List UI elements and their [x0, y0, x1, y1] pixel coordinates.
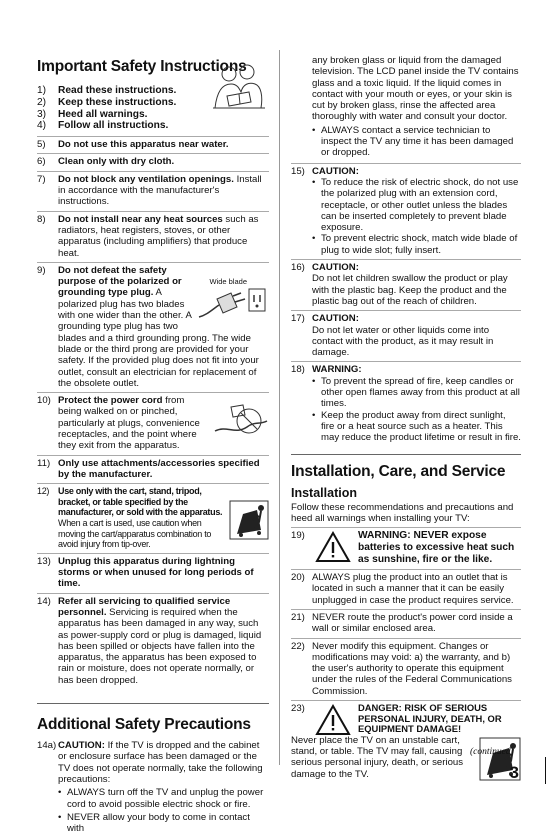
- list-item: 20) ALWAYS plug the product into an outlet that is located in such a manner that it can be easily unplugged in case the product requires service.: [291, 570, 521, 610]
- list-item: 1) Read these instructions.: [37, 85, 177, 96]
- list-item: 13) Unplug this apparatus during lightning storms or when unused for long periods of time.: [37, 554, 269, 594]
- list-item: 2) Keep these instructions.: [37, 96, 177, 108]
- continued-text: any broken glass or liquid from the damaged television. The LCD panel inside the TV contains glass and a toxic liquid. If the liquid comes in contact with your mouth or eyes, or your skin is cut by broken glass, rinse the affected area thoroughly with water and consult your doctor.: [312, 55, 519, 123]
- bullet-item: • Keep the product away from direct sunlight, fire or a heat source such as a heater. This may reduce the product lifetime or result in fire.: [312, 410, 521, 444]
- bullet-item: • To prevent the spread of fire, keep candles or other open flames away from this product at all times.: [312, 376, 521, 410]
- section-heading: Installation, Care, and Service: [291, 454, 521, 481]
- left-column: [37, 58, 269, 834]
- family-reading-illustration: [209, 62, 267, 110]
- cart-tipover-illustration: [229, 500, 269, 540]
- list-item: 9) Wide blade Do not defeat the safety purpose of the polarized or grounding type plug. A polarized plug has two blades with one wider than the other. A grounding type plug has two blades and a third grounding prong. The wide blade or the third prong are provided for your safety. If the provided plug does not fit into your outlet, consult an electrician for replacement of the obsolete outlet.: [37, 263, 269, 393]
- list-item: 14a) CAUTION: If the TV is dropped and the cabinet or enclosure surface has been damaged or the TV does not operate normally, take the following precautions:: [37, 740, 263, 785]
- danger-triangle-icon: [315, 704, 351, 736]
- continued-note: (continued): [470, 747, 514, 757]
- list-item: 23) DANGER: RISK OF SERIOUS PERSONAL INJURY, DEATH, OR EQUIPMENT DAMAGE! Never place the TV on an unstable cart, stand, or table. The TV may fall, causing serious personal injury, death, or serious damage to the TV.: [291, 701, 521, 783]
- bullet-item: • To reduce the risk of electric shock, do not use the polarized plug with an extension cord, receptacle, or other outlet unless the blades can be inserted completely to prevent blade exposure.: [312, 177, 521, 233]
- list-item: 21) NEVER route the product's power cord inside a wall or similar enclosed area.: [291, 610, 521, 639]
- list-item: 4) Follow all instructions.: [37, 120, 169, 132]
- polarized-plug-illustration: [197, 287, 269, 321]
- section-heading: Important Safety Instructions: [37, 58, 247, 75]
- list-item: 10) Protect the power cord from being walked on or pinched, particularly at plugs, convenience receptacles, and the point where they exit from the apparatus.: [37, 393, 269, 455]
- list-item: 5) Do not use this apparatus near water.: [37, 137, 269, 154]
- bullet-item: • ALWAYS contact a service technician to inspect the TV any time it has been damaged or dropped.: [312, 125, 521, 163]
- intro-text: Follow these recommendations and precautions and heed all warnings when installing your TV:: [291, 502, 521, 529]
- basic-instructions: [37, 84, 269, 137]
- list-item: 18) WARNING: • To prevent the spread of fire, keep candles or other open flames away from this product at all times. • Keep the product away from direct sunlight, fire or a heat source such as a heater. This may reduce the product lifetime or result in fire.: [291, 362, 521, 446]
- bullet-item: • To prevent electric shock, match wide blade of plug to wide slot; fully insert.: [312, 233, 521, 256]
- power-cord-illustration: [213, 401, 269, 439]
- list-item: 7) Do not block any ventilation openings. Install in accordance with the manufacturer's instructions.: [37, 172, 269, 212]
- bullet-item: • NEVER allow your body to come in contact with: [58, 812, 269, 834]
- list-item: 17) CAUTION: Do not let water or other liquids come into contact with the product, as it may result in damage.: [291, 311, 521, 362]
- list-item: 16) CAUTION: Do not let children swallow the product or play with the plastic bag. Keep the product and the plastic bag out of the reach of children.: [291, 260, 521, 311]
- list-item: 19) WARNING: NEVER expose batteries to excessive heat such as sunshine, fire or the like.: [291, 528, 521, 570]
- warning-triangle-icon: [315, 531, 351, 563]
- list-item: 8) Do not install near any heat sources such as radiators, heat registers, stoves, or other apparatus (including amplifiers) that produce heat.: [37, 212, 269, 263]
- subsection-heading: Installation: [291, 485, 357, 500]
- list-item: 14) Refer all servicing to qualified service personnel. Servicing is required when the apparatus has been damaged in any way, such as power-supply cord or plug is damaged, liquid has been spilled or objects have fallen into the apparatus, the apparatus has been exposed to rain or moisture, does not operate normally, or has been dropped.: [37, 595, 262, 686]
- list-item: 3) Heed all warnings.: [37, 108, 148, 120]
- list-item: 15) CAUTION: • To reduce the risk of electric shock, do not use the polarized plug with an extension cord, receptacle, or other outlet unless the blades can be inserted completely to prevent blade exposure. • To prevent electric shock, match wide blade of plug to wide slot; fully insert.: [291, 164, 521, 260]
- column-divider: [279, 50, 280, 765]
- page-edge-bar: [545, 757, 546, 784]
- list-item: 22) Never modify this equipment. Changes or modifications may void: a) the warranty, and b) the user's authority to operate this equipment under the rules of the Federal Communications Commission.: [291, 639, 521, 701]
- page-number: 3: [509, 763, 519, 782]
- list-item: 11) Only use attachments/accessories specified by the manufacturer.: [37, 456, 269, 485]
- section-heading: Additional Safety Precautions: [37, 703, 269, 734]
- list-item: 6) Clean only with dry cloth.: [37, 154, 269, 171]
- list-item: 12) Use only with the cart, stand, tripod, bracket, or table specified by the manufacturer, or sold with the apparatus. When a cart is used, use caution when moving the cart/apparatus combination to avoid injury from tip-over.: [37, 484, 269, 554]
- bullet-item: • ALWAYS turn off the TV and unplug the power cord to avoid possible electric shock or fire.: [58, 787, 269, 810]
- right-column: [291, 55, 521, 783]
- wide-blade-label: Wide blade: [209, 276, 247, 286]
